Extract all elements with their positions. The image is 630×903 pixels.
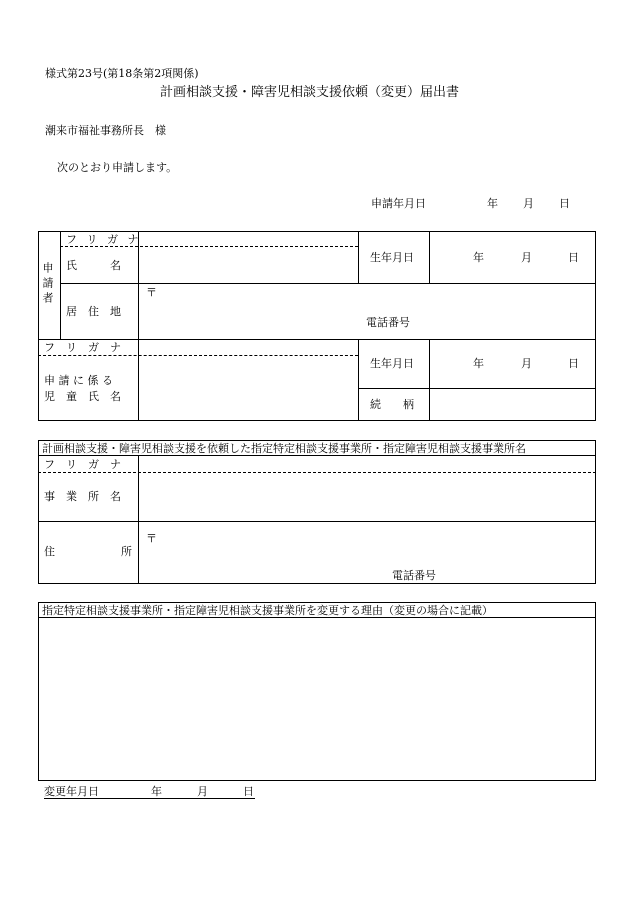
- office-address-label-end: 所: [121, 545, 132, 558]
- intro-text: 次のとおり申請します。: [57, 161, 178, 174]
- application-month-label: 月: [523, 197, 534, 210]
- child-birth-label: 生年月日: [370, 357, 414, 370]
- child-name-label-line1: 申 請 に 係 る: [44, 374, 113, 387]
- page-title: 計画相談支援・障害児相談支援依頼（変更）届出書: [160, 85, 460, 100]
- office-address-label-start: 住: [44, 545, 55, 558]
- office-header: 計画相談支援・障害児相談支援を依頼した指定特定相談支援事業所・指定障害児相談支援事業所名: [42, 442, 526, 455]
- applicant-birth-label: 生年月日: [370, 251, 414, 264]
- applicant-table: [38, 231, 596, 421]
- reason-table: [38, 602, 596, 781]
- child-birth-month: 月: [521, 357, 532, 370]
- office-furigana-label: フ リ ガ ナ: [44, 458, 121, 471]
- child-name-label-line2: 児 童 氏 名: [44, 390, 121, 403]
- application-date-label: 申請年月日: [371, 197, 426, 210]
- reason-header: 指定特定相談支援事業所・指定障害児相談支援事業所を変更する理由（変更の場合に記載）: [42, 604, 493, 617]
- office-table: [38, 440, 596, 584]
- change-date-day: 日: [243, 785, 254, 798]
- application-day-label: 日: [559, 197, 570, 210]
- change-date-underline: [44, 798, 255, 799]
- applicant-birth-year: 年: [473, 251, 484, 264]
- applicant-phone-label: 電話番号: [366, 316, 410, 329]
- applicant-address-label: 居 住 地: [66, 305, 121, 318]
- applicant-furigana-label: フ リ ガ ナ: [66, 233, 142, 246]
- child-furigana-label: フ リ ガ ナ: [44, 341, 121, 354]
- office-phone-label: 電話番号: [392, 569, 436, 582]
- child-birth-day: 日: [568, 357, 579, 370]
- applicant-section-label: 申請者: [41, 262, 54, 307]
- applicant-postal-mark: 〒: [146, 286, 157, 299]
- applicant-name-label: 氏 名: [66, 259, 121, 272]
- office-name-label: 事 業 所 名: [44, 490, 121, 503]
- change-date-month: 月: [197, 785, 208, 798]
- application-year-label: 年: [487, 197, 498, 210]
- form-number: 様式第23号(第18条第2項関係): [45, 67, 199, 80]
- addressee: 潮来市福祉事務所長 様: [45, 124, 166, 137]
- child-relation-label: 続 柄: [370, 398, 414, 411]
- change-date-year: 年: [151, 785, 162, 798]
- change-date-label: 変更年月日: [44, 785, 99, 798]
- applicant-birth-day: 日: [568, 251, 579, 264]
- office-postal-mark: 〒: [146, 532, 157, 545]
- child-birth-year: 年: [473, 357, 484, 370]
- applicant-birth-month: 月: [521, 251, 532, 264]
